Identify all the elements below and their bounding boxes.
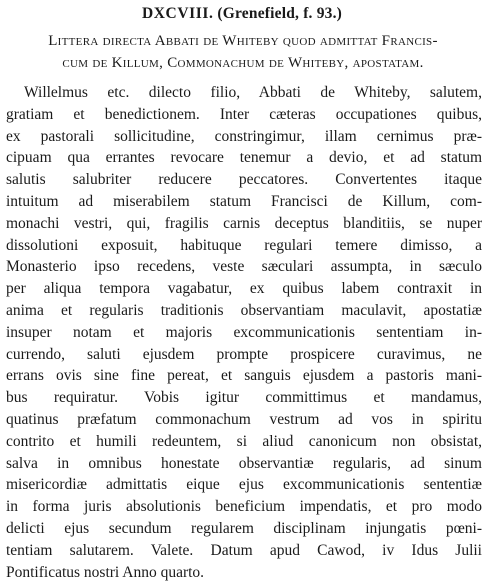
body-line: Pontificatus nostri Anno quarto. — [6, 563, 205, 581]
body-line: cipuam qua errantes revocare tenemur a devio, et ad statum — [6, 149, 482, 167]
subheading-line: cum de Killum, Commonachum de Whiteby, apostatam. — [62, 55, 424, 71]
subheading-line: Littera directa Abbati de Whiteby quod admittat Francis- — [48, 33, 438, 49]
body-line: contrito et humili redeuntem, si aliud canonicum non obsistat, — [6, 432, 482, 450]
body-line: salva in omnibus honestate observantiæ regularis, ad sinum — [6, 454, 482, 472]
register-reference: (Grenefield, f. 93.) — [217, 5, 343, 22]
body-line: insuper notam et majoris excommunicationis sententiam in- — [6, 323, 482, 341]
body-line: anima et regularis traditionis observantiam maculavit, apostatiæ — [6, 301, 482, 319]
body-line: currendo, saluti ejusdem prompte prospicere curavimus, ne — [6, 345, 482, 363]
body-line: delicti ejus secundum regularem disciplinam injungatis pœni- — [6, 519, 482, 537]
body-line: tentiam salutarem. Valete. Datum apud Cawod, iv Idus Julii — [6, 541, 482, 559]
letter-heading — [0, 4, 484, 24]
body-line: gratiam et benedictionem. Inter cæteras occupationes quibus, — [6, 105, 482, 123]
body-line: quatinus præfatum commonachum vestrum ad vos in spiritu — [6, 410, 482, 428]
body-line: bus requiratur. Vobis igitur committimus et mandamus, — [6, 389, 482, 407]
letter-body — [6, 82, 482, 583]
body-line: dissolutioni exposuit, habituque regulari temere dimisso, a — [6, 236, 482, 254]
letter-subheading — [8, 30, 478, 74]
body-line: per aliqua tempora vagabatur, ex quibus labem contraxit in — [6, 280, 482, 298]
body-line: intuitum ad miserabilem statum Francisci de Killum, com- — [6, 192, 482, 210]
body-line: ex pastorali sollicitudine, constringimur, illam cernimus præ- — [6, 127, 482, 145]
body-line: monachi vestri, qui, fragilis carnis deceptus blanditiis, se nuper — [6, 214, 482, 232]
body-line: Willelmus etc. dilecto filio, Abbati de Whiteby, salutem, — [24, 84, 482, 101]
body-line: salutis salubriter reducere peccatores. Convertentes itaque — [6, 171, 482, 189]
letter-number: DXCVIII. — [141, 5, 214, 22]
body-line: Monasterio ipso recedens, veste sæculari assumpta, in sæculo — [6, 258, 482, 276]
body-line: errans ovis sine fine pereat, et sanguis ejusdem a pastoris mani- — [6, 367, 482, 385]
body-line: misericordiæ admittatis eique ejus excommunicationis sententiæ — [6, 476, 482, 494]
body-line: in forma juris absolutionis beneficium impendatis, et pro modo — [6, 498, 482, 516]
